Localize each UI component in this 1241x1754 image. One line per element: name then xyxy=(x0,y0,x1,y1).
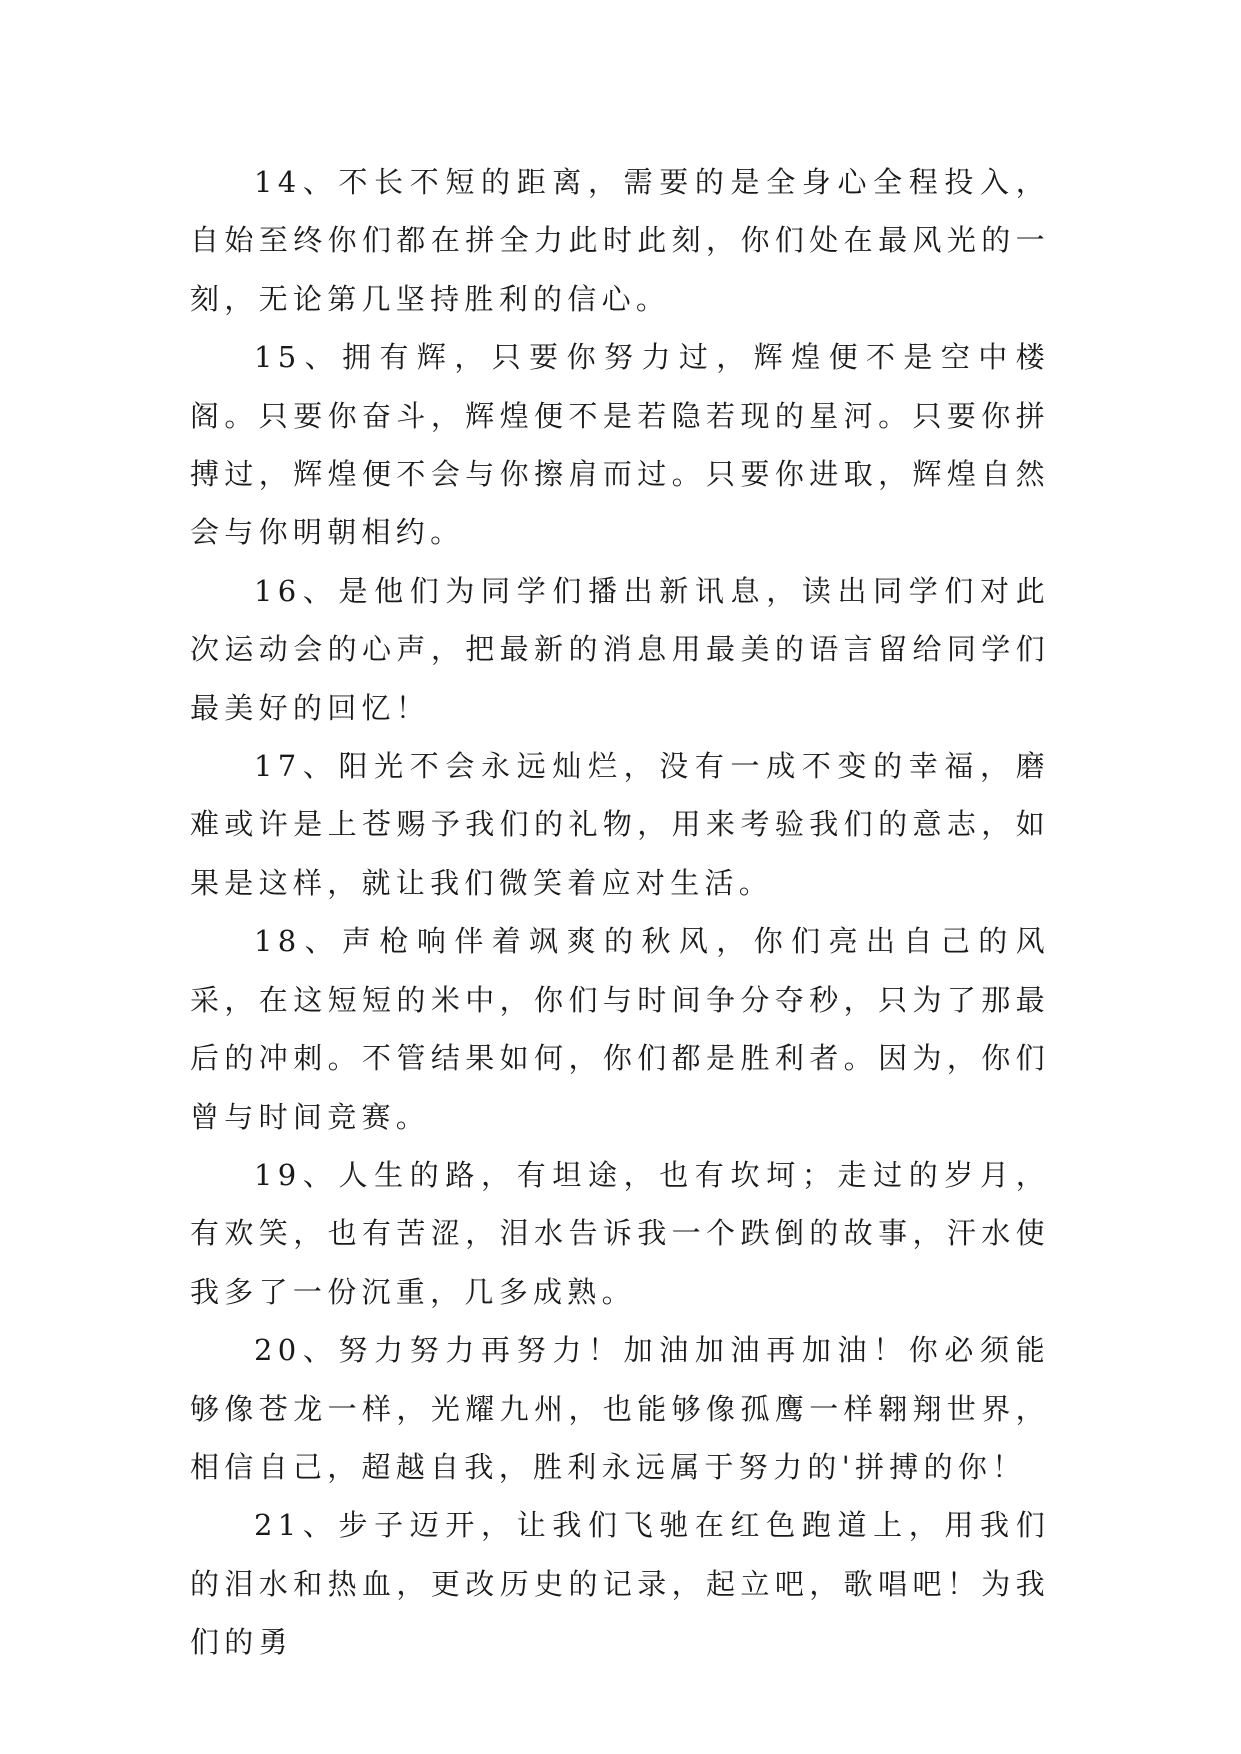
paragraph-16: 16、是他们为同学们播出新讯息，读出同学们对此次运动会的心声，把最新的消息用最美的语言留给同学们最美好的回忆！ xyxy=(190,573,1050,725)
document-body xyxy=(190,153,1050,1672)
paragraph-19: 19、人生的路，有坦途，也有坎坷；走过的岁月，有欢笑，也有苦涩，泪水告诉我一个跌倒的故事，汗水使我多了一份沉重，几多成熟。 xyxy=(190,1157,1050,1309)
paragraph-15: 15、拥有辉，只要你努力过，辉煌便不是空中楼阁。只要你奋斗，辉煌便不是若隐若现的星河。只要你拼搏过，辉煌便不会与你擦肩而过。只要你进取，辉煌自然会与你明朝相约。 xyxy=(190,340,1050,550)
paragraph-21: 21、步子迈开，让我们飞驰在红色跑道上，用我们的泪水和热血，更改历史的记录，起立吧，歌唱吧！为我们的勇 xyxy=(190,1508,1050,1660)
paragraph-17: 17、阳光不会永远灿烂，没有一成不变的幸福，磨难或许是上苍赐予我们的礼物，用来考验我们的意志，如果是这样，就让我们微笑着应对生活。 xyxy=(190,749,1050,900)
paragraph-20: 20、努力努力再努力！加油加油再加油！你必须能够像苍龙一样，光耀九州，也能够像孤鹰一样翱翔世界，相信自己，超越自我，胜利永远属于努力的'拼搏的你！ xyxy=(190,1333,1050,1484)
paragraph-14: 14、不长不短的距离，需要的是全身心全程投入，自始至终你们都在拼全力此时此刻，你们处在最风光的一刻，无论第几坚持胜利的信心。 xyxy=(190,165,1050,316)
paragraph-18: 18、声枪响伴着飒爽的秋风，你们亮出自己的风采，在这短短的米中，你们与时间争分夺秒，只为了那最后的冲刺。不管结果如何，你们都是胜利者。因为，你们曾与时间竞赛。 xyxy=(190,924,1050,1134)
